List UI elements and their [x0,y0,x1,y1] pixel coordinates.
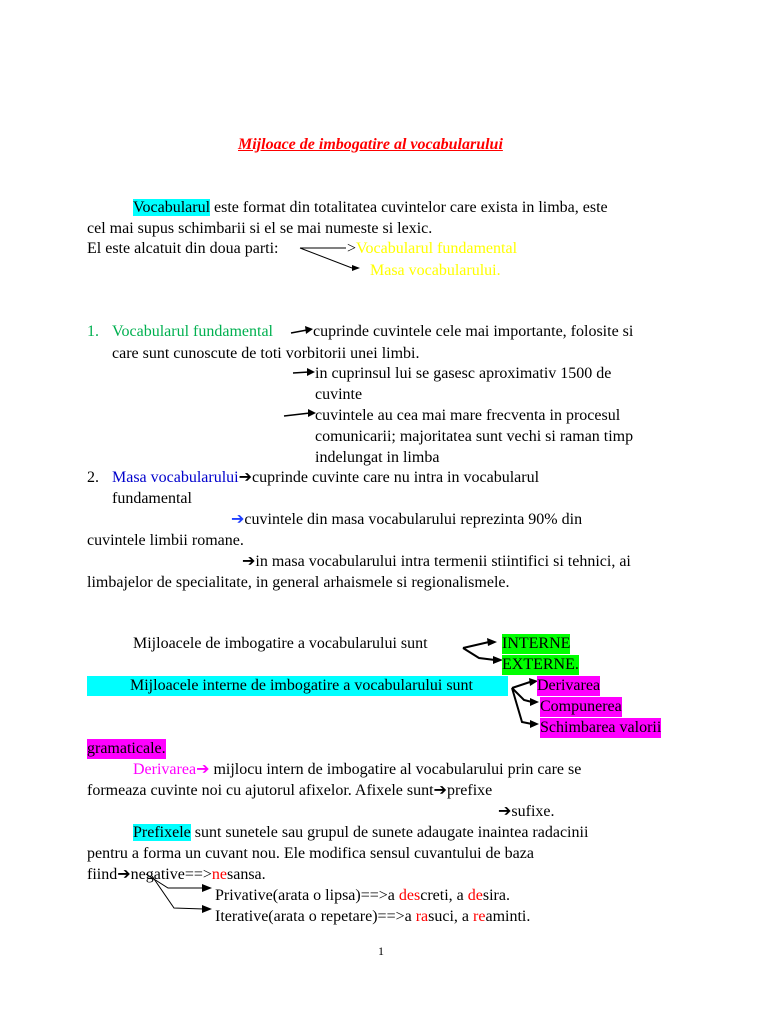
arrow-icon [293,367,315,379]
item1-line-1: Vocabularul fundamental [112,323,273,340]
item1-b1-line-1: in cuprinsul lui se gasesc aproximativ 1500 de [315,365,612,382]
item1-b2-line-1: cuvintele au cea mai mare frecventa in procesul [315,407,621,424]
arrow-icon: ➔ [231,511,245,528]
branch-arrow-icon [461,634,505,666]
item1-b2-line-3: indelungat in limba [315,449,440,466]
privative-line: Privative(arata o lipsa)==>a descreti, a desira. [215,887,510,904]
arrow-icon: ➔ [242,553,256,570]
page-title: Mijloace de imbogatire al vocabularului [238,136,503,153]
interne-line: Mijloacele interne de imbogatire a vocabularului sunt [130,677,473,694]
arrow-icon [284,408,316,420]
item2-b2-line-1: ➔in masa vocabularului intra termenii stiintifici si tehnici, ai [242,553,631,570]
intro-line-3: El este alcatuit din doua parti: [87,240,279,257]
item1-b2-line-2: comunicarii; majoritatea sunt vechi si raman timp [315,428,634,445]
arrow-icon: ➔ [498,803,512,820]
gramaticale-label: gramaticale. [87,740,166,757]
externe-label: EXTERNE. [502,656,579,673]
page-number: 1 [378,944,384,958]
branch1: >Vocabularul fundamental [347,240,518,257]
item2-def-2: fundamental [112,490,192,507]
schimbarea-label: Schimbarea valorii [540,719,662,736]
prefixele-line-3: fiind➔negative==>nesansa. [87,866,266,883]
interne-label: INTERNE [502,635,571,652]
compunerea-label: Compunerea [540,698,622,715]
arrow-icon: ➔ [196,761,210,778]
prefixele-line-1: Prefixele sunt sunetele sau grupul de sunete adaugate inaintea radacinii [133,824,589,841]
item2-number: 2. [87,469,99,486]
derivarea-line-2: formeaza cuvinte noi cu ajutorul afixelor. Afixele sunt➔prefixe [87,782,493,799]
arrow-icon: ➔ [117,866,131,883]
item1-number: 1. [87,323,99,340]
item2-b1-line-1: ➔cuvintele din masa vocabularului reprezinta 90% din [231,511,583,528]
intro-line-1: Vocabularul este format din totalitatea cuvintelor care exista in limba, este [133,199,608,216]
term-vocabularul: Vocabularul [133,199,211,216]
prefixele-line-2: pentru a forma un cuvant nou. Ele modifica sensul cuvantului de baza [87,845,534,862]
arrow-icon: ➔ [238,469,253,486]
derivarea-line-1: Derivarea➔ mijlocu intern de imbogatire al vocabularului prin care se [133,761,582,778]
item1-def-1: cuprinde cuvintele cele mai importante, folosite si [313,323,634,340]
arrow-icon [291,324,313,336]
item1-b1-line-2: cuvinte [315,386,363,403]
sufixe-line: ➔sufixe. [498,803,555,820]
iterative-line: Iterative(arata o repetare)==>a rasuci, a reaminti. [215,908,531,925]
item1-def-2: care sunt cunoscute de toti vorbitorii unei limbi. [112,345,420,362]
derivarea-label: Derivarea [537,677,601,694]
branch2: Masa vocabularului. [370,262,501,279]
intro-line-2: cel mai supus schimbarii si el se mai numeste si lexic. [87,220,433,237]
arrow-icon: ➔ [433,782,447,799]
mijloace-line: Mijloacele de imbogatire a vocabularului sunt [133,635,428,652]
item2-line-1: Masa vocabularului➔cuprinde cuvinte care nu intra in vocabularul [112,469,540,486]
item2-b2-line-2: limbajelor de specialitate, in general arhaismele si regionalismele. [87,574,510,591]
item2-b1-line-2: cuvintele limbii romane. [87,532,244,549]
branch-arrow-icon [144,872,216,918]
